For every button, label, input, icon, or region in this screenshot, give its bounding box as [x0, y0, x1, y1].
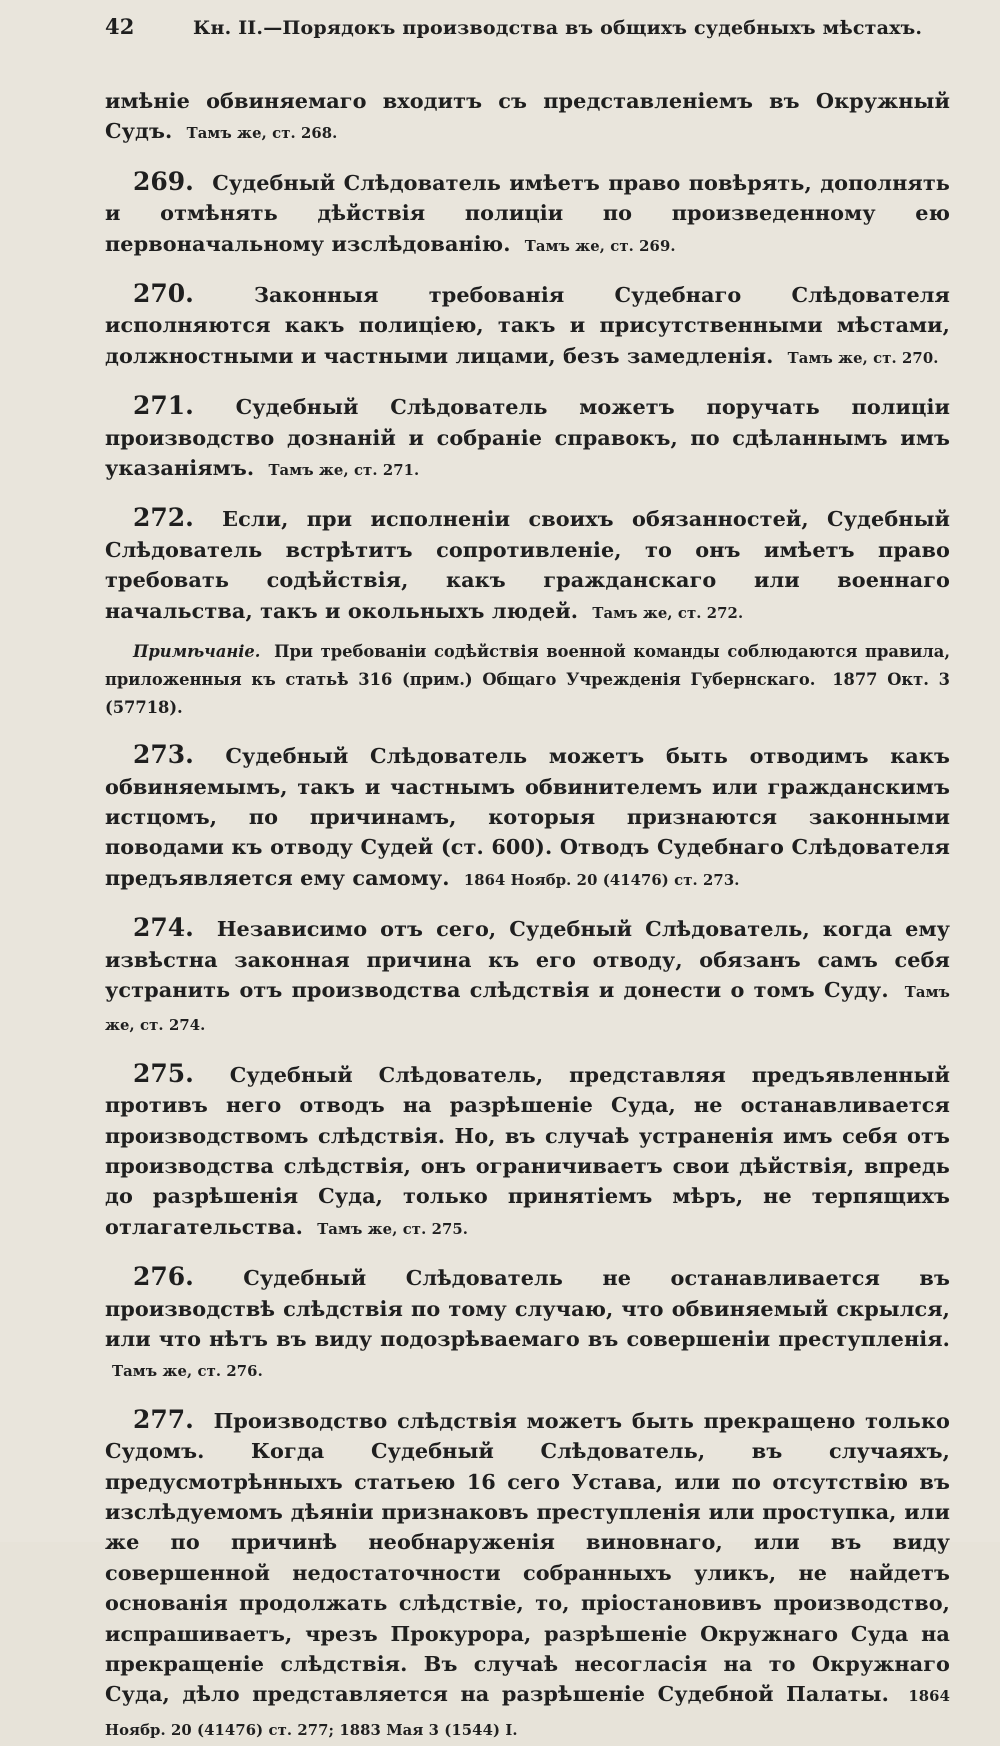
article-277: [105, 1405, 950, 1746]
intro-paragraph: [105, 86, 950, 150]
article-source-276: Тамъ же, ст. 276.: [112, 1363, 263, 1381]
article-272: [105, 503, 950, 629]
article-number-269: 269.: [133, 166, 194, 196]
article-276: [105, 1262, 950, 1388]
article-text-270: Законныя требованія Судебнаго Слѣдователя исполняются какъ полиціею, такъ и присутственными мѣстами, должностными и частными лицами, безъ замедленія.: [105, 282, 950, 368]
article-text-273: Судебный Слѣдователь можетъ быть отводимъ какъ обвиняемымъ, такъ и частнымъ обвинителемъ или гражданскимъ истцомъ, по причинамъ, которыя признаются законными поводами къ отводу Судей (ст. 600). Отводъ Судебнаго Слѣдователя предъявляется ему самому.: [105, 743, 950, 890]
article-number-275: 275.: [133, 1058, 194, 1088]
article-number-276: 276.: [133, 1262, 194, 1292]
article-text-271: Судебный Слѣдователь можетъ поручать полиціи производство дознаній и собраніе справокъ, по сдѣланнымъ имъ указаніямъ.: [105, 394, 950, 481]
article-source-271: Тамъ же, ст. 271.: [268, 462, 420, 480]
article-number-274: 274.: [133, 913, 194, 943]
article-269: [105, 167, 950, 262]
running-head: [105, 14, 950, 54]
article-number-273: 273.: [133, 740, 194, 770]
article-number-272: 272.: [133, 503, 194, 533]
article-text-276: Судебный Слѣдователь не останавливается въ производствѣ слѣдствія по тому случаю, что обвиняемый скрылся, или что нѣтъ въ виду подозрѣваемаго въ совершеніи преступленія.: [105, 1265, 950, 1351]
page-number: 42: [105, 14, 135, 39]
article-source-269: Тамъ же, ст. 269.: [524, 237, 676, 255]
note-label: Примѣчаніе.: [133, 642, 261, 662]
article-number-270: 270.: [133, 279, 194, 309]
article-text-274: Независимо отъ сего, Судебный Слѣдователь, когда ему извѣстна законная причина къ его отводу, обязанъ самъ себя устранить отъ производства слѣдствія и донести о томъ Суду.: [105, 916, 950, 1002]
article-source-277: 1864 Ноябр. 20 (41476) ст. 277; 1883 Мая 3 (1544) I.: [105, 1688, 950, 1739]
article-271: [105, 391, 950, 486]
intro-text: имѣніе обвиняемаго входитъ съ представленіемъ въ Окружный Судъ.: [105, 88, 950, 144]
article-274: [105, 913, 950, 1042]
running-title: Кн. II.—Порядокъ производства въ общихъ судебныхъ мѣстахъ.: [193, 17, 923, 39]
article-source-270: Тамъ же, ст. 270.: [787, 349, 939, 367]
article-275: [105, 1059, 950, 1245]
article-note: [105, 638, 950, 722]
note-text: При требованіи содѣйствія военной команды соблюдаются правила, приложенныя къ статьѣ 316 (прим.) Общаго Учрежденія Губернскаго.: [105, 642, 950, 690]
intro-source: Тамъ же, ст. 268.: [186, 125, 338, 143]
article-text-272: Если, при исполненіи своихъ обязанностей, Судебный Слѣдователь встрѣтитъ сопротивленіе, то онъ имѣетъ право требовать содѣйствія, какъ гражданскаго или военнаго начальства, такъ и окольныхъ людей.: [105, 506, 951, 623]
article-number-277: 277.: [133, 1404, 194, 1434]
article-source-272: Тамъ же, ст. 272.: [592, 604, 744, 622]
article-text-275: Судебный Слѣдователь, представляя предъявленный противъ него отводъ на разрѣшеніе Суда, не останавливается производствомъ слѣдствія. Но, въ случаѣ устраненія имъ себя отъ производства слѣдствія, онъ ограничиваетъ свои дѣйствія, впредь до разрѣшенія Суда, только принятіемъ мѣръ, не терпящихъ отлагательства.: [105, 1061, 950, 1239]
article-text-277: Производство слѣдствія можетъ быть прекращено только Судомъ. Когда Судебный Слѣдователь, въ случаяхъ, предусмотрѣнныхъ статьею 16 сего Устава, или по отсутствію въ изслѣдуемомъ дѣяніи признаковъ преступленія или проступка, или же по причинѣ необнаруженія виновнаго, или въ виду совершенной недостаточности собранныхъ уликъ, не найдетъ основанія продолжать слѣдствіе, то, пріостановивъ производство, испрашиваетъ, чрезъ Прокурора, разрѣшеніе Окружнаго Суда на прекращеніе слѣдствія. Въ случаѣ несогласія на то Окружнаго Суда, дѣло представляется на разрѣшеніе Судебной Палаты.: [105, 1407, 950, 1707]
note-date: 1877 Окт. 3 (57718).: [105, 670, 951, 718]
article-number-271: 271.: [133, 391, 194, 421]
article-source-275: Тамъ же, ст. 275.: [317, 1220, 469, 1238]
article-source-274: Тамъ же, ст. 274.: [105, 983, 950, 1035]
article-source-273: 1864 Ноябр. 20 (41476) ст. 273.: [463, 871, 740, 889]
article-273: [105, 740, 950, 896]
article-text-269: Судебный Слѣдователь имѣетъ право повѣрять, дополнять и отмѣнять дѣйствія полиціи по произведенному ею первоначальному изслѣдованію.: [105, 169, 950, 256]
article-270: [105, 279, 950, 374]
